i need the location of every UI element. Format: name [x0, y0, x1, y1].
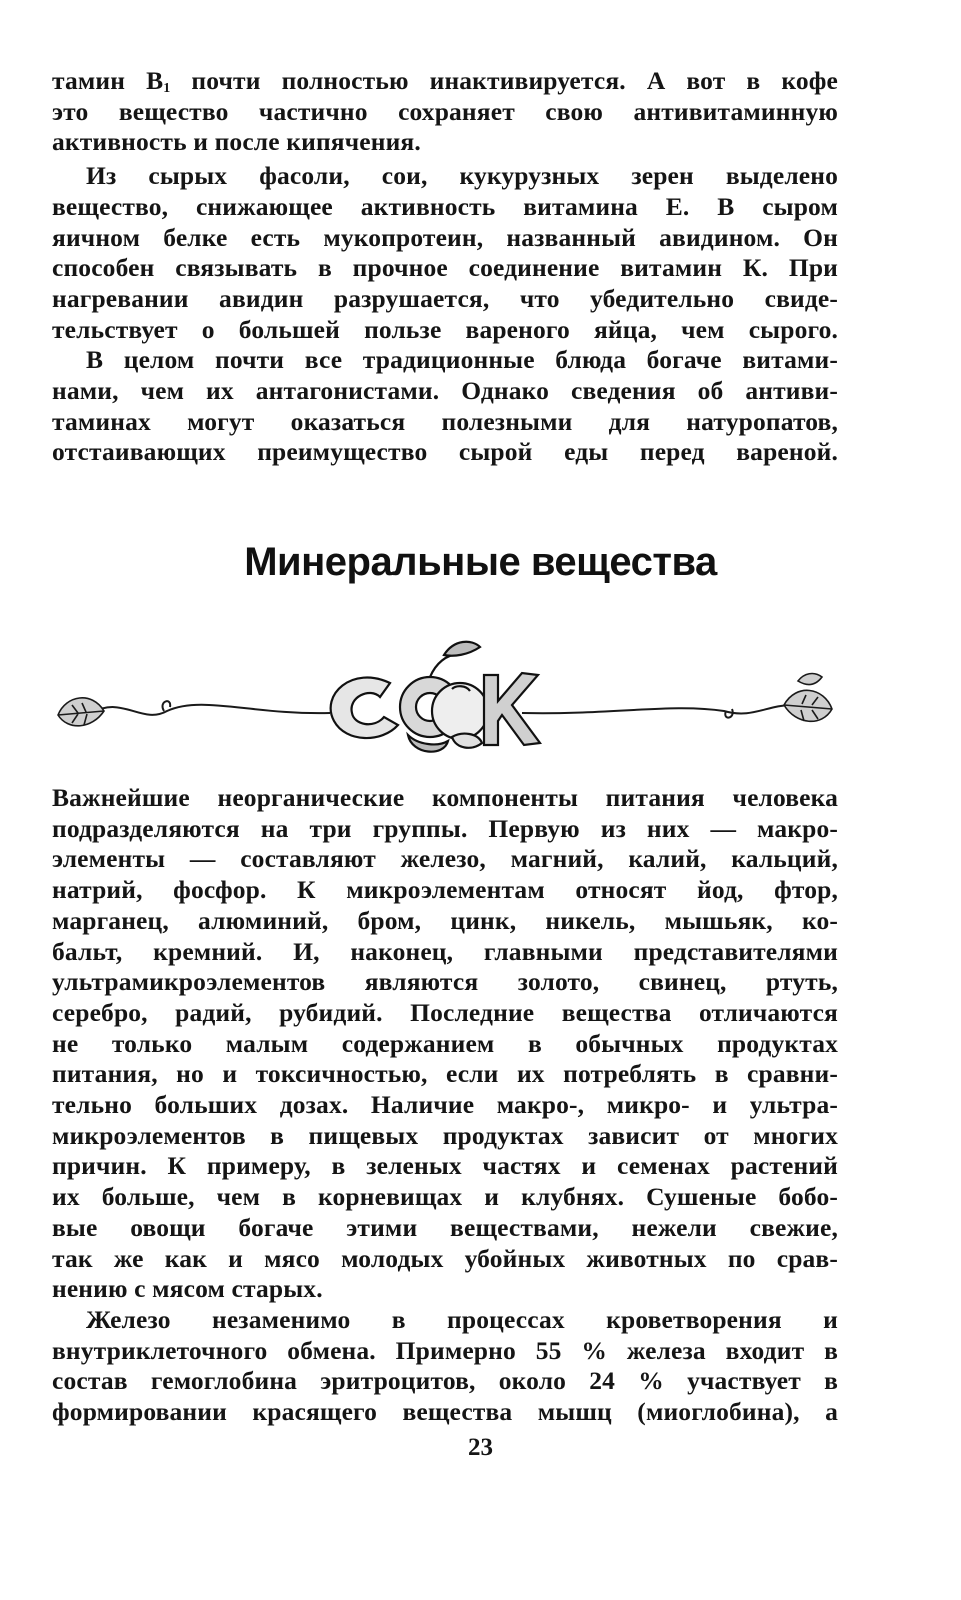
text-line: марганец, алюминий, бром, цинк, никель, мышьяк, ко- — [52, 905, 838, 935]
text-line: не только малым содержанием в обычных продуктах — [52, 1028, 838, 1058]
text-line: тельно больших дозах. Наличие макро-, микро- и ультра- — [52, 1090, 838, 1120]
apple-and-leaves-vignette-icon — [52, 625, 842, 765]
text-line: тельствует о большей пользе вареного яйца, чем сырого. — [52, 314, 838, 344]
text-line: нагревании авидин разрушается, что убедительно свиде- — [52, 283, 838, 313]
text-line: их больше, чем в корневищах и клубнях. Сушеные бобо- — [52, 1182, 838, 1212]
text-line: таминах могут оказаться полезными для натуропатов, — [52, 406, 838, 436]
right-leaf-icon — [784, 674, 832, 722]
text-line: бальт, кремний. И, наконец, главными представителями — [52, 936, 838, 966]
paragraph — [52, 161, 838, 345]
text-line: формировании красящего вещества мышц (миоглобина), а — [52, 1397, 838, 1427]
text-line: вые овощи богаче этими веществами, нежели свежие, — [52, 1212, 838, 1242]
text-line: Из сырых фасоли, сои, кукурузных зерен выделено — [86, 161, 838, 191]
bottom-text-block — [52, 783, 838, 1428]
text-line: внутриклеточного обмена. Примерно 55 % железа входит в — [52, 1335, 838, 1365]
text-line: В целом почти все традиционные блюда богаче витами- — [86, 345, 838, 375]
text-line: ультрамикроэлементов являются золото, свинец, ртуть, — [52, 967, 838, 997]
section-title: Минеральные вещества — [244, 540, 717, 584]
text-line: это вещество частично сохраняет свою антивитаминную — [52, 96, 838, 126]
text-line: тамин $В_1$ почти полностью инактивируется. А вот в кофе — [52, 66, 838, 96]
text-line: питания, но и токсичностью, если их потреблять в сравни- — [52, 1059, 838, 1089]
text-line: яичном белке есть мукопротеин, названный авидином. Он — [52, 222, 838, 252]
text-line: отстаивающих преимущество сырой еды перед вареной. — [52, 437, 838, 467]
left-leaf-icon — [58, 698, 104, 726]
term-iron: Железо — [86, 1304, 171, 1334]
text-line: нами, чем их антагонистами. Однако сведения об антиви- — [52, 376, 838, 406]
paragraph — [52, 1305, 838, 1428]
text-line: серебро, радий, рубидий. Последние вещества отличаются — [52, 997, 838, 1027]
page-number: 23 — [468, 1434, 493, 1461]
text-line: подразделяются на три группы. Первую из них — макро- — [52, 813, 838, 843]
text-line: Важнейшие неорганические компоненты питания человека — [52, 783, 838, 812]
ornament-lettering: СОК — [52, 625, 55, 626]
text-line: элементы — составляют железо, магний, калий, кальций, — [52, 844, 838, 874]
text-line: состав гемоглобина эритроцитов, около 24 % участвует в — [52, 1366, 838, 1396]
top-text-block — [52, 66, 838, 468]
paragraph — [52, 345, 838, 468]
text-line: активность и после кипячения. — [52, 127, 421, 157]
text-line: натрий, фосфор. К микроэлементам относят йод, фтор, — [52, 875, 838, 905]
text-line: причин. К примеру, в зеленых частях и семенах растений — [52, 1151, 838, 1181]
text-line: способен связывать в прочное соединение витамин К. При — [52, 253, 838, 283]
text-line: так же как и мясо молодых убойных животных по срав- — [52, 1243, 838, 1273]
paragraph — [52, 783, 838, 1305]
text-line: нению с мясом старых. — [52, 1274, 323, 1304]
text-line: вещество, снижающее активность витамина Е. В сыром — [52, 191, 838, 221]
text-line: Железо незаменимо в процессах кроветворения и — [86, 1304, 838, 1334]
text-line: микроэлементов в пищевых продуктах зависит от многих — [52, 1120, 838, 1150]
